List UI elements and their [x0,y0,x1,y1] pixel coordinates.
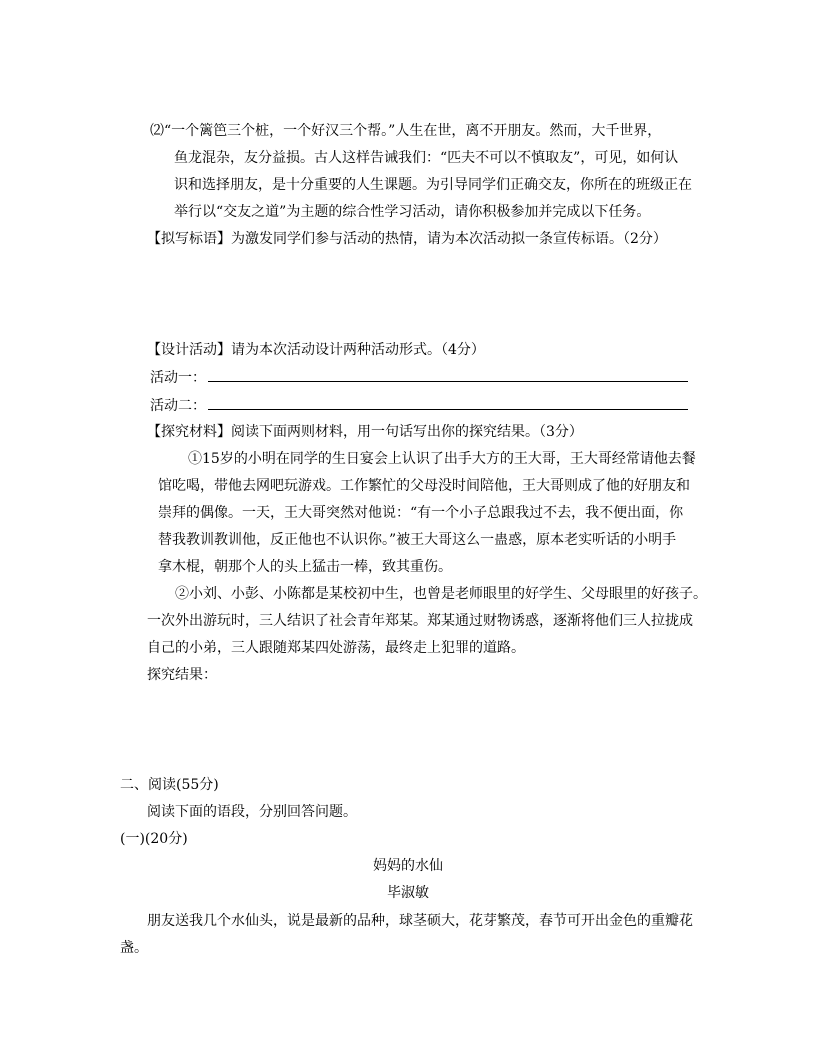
material-2-line-3: 自己的小弟，三人跟随郑某四处游荡，最终走上犯罪的道路。 [147,640,525,656]
material-2-line-2: 一次外出游玩时，三人结识了社会青年郑某。郑某通过财物诱惑，逐渐将他们三人拉拢成 [147,613,693,629]
activity-1-row [150,367,688,387]
q2-intro-line-4: 举行以“交友之道”为主题的综合性学习活动，请你积极参加并完成以下任务。 [174,204,651,220]
activity-2-answer-line[interactable] [208,395,688,410]
explore-task: 【探究材料】阅读下面两则材料，用一句话写出你的探究结果。（3分） [147,424,583,440]
article-title: 妈妈的水仙 [373,858,443,874]
material-1-line-2: 馆吃喝，带他去网吧玩游戏。工作繁忙的父母没时间陪他，王大哥则成了他的好朋友和 [158,478,690,494]
design-task: 【设计活动】请为本次活动设计两种活动形式。（4分） [147,342,485,358]
section-2-heading: 二、阅读(55分) [120,777,219,793]
material-2-line-1: ②小刘、小彭、小陈都是某校初中生，也曾是老师眼里的好学生、父母眼里的好孩子。 [175,586,707,602]
q2-intro-line-3: 识和选择朋友，是十分重要的人生课题。为引导同学们正确交友，你所在的班级正在 [174,177,692,193]
material-1-line-4: 替我教训教训他，反正他也不认识你。”被王大哥这么一蛊惑，原本老实听话的小明手 [158,532,677,548]
explore-result-label: 探究结果： [147,667,217,683]
material-1-line-5: 拿木棍，朝那个人的头上猛击一棒，致其重伤。 [158,559,452,575]
activity-1-label: 活动一： [150,370,206,386]
article-paragraph-line-2: 盏。 [120,940,148,956]
slogan-task: 【拟写标语】为激发同学们参与活动的热情，请为本次活动拟一条宣传标语。（2分） [147,231,667,247]
material-1-line-3: 崇拜的偶像。一天，王大哥突然对他说：“有一个小子总跟我过不去，我不便出面，你 [158,505,684,521]
q2-intro-line-2: 鱼龙混杂，友分益损。古人这样告诫我们：“匹夫不可以不慎取友”，可见，如何认 [174,150,679,166]
part-1-label: (一)(20分) [120,831,188,847]
activity-2-label: 活动二： [150,398,206,414]
q2-intro-line-1: ⑵“一个篱笆三个桩，一个好汉三个帮。”人生在世，离不开朋友。然而，大千世界， [150,123,662,139]
activity-2-row [150,395,688,415]
activity-1-answer-line[interactable] [208,367,688,382]
material-1-line-1: ①15岁的小明在同学的生日宴会上认识了出手大方的王大哥，王大哥经常请他去餐 [188,451,696,467]
article-author: 毕淑敏 [387,885,429,901]
article-paragraph-line-1: 朋友送我几个水仙头，说是最新的品种，球茎硕大，花芽繁茂，春节可开出金色的重瓣花 [147,913,693,929]
section-2-instruction: 阅读下面的语段，分别回答问题。 [147,804,357,820]
